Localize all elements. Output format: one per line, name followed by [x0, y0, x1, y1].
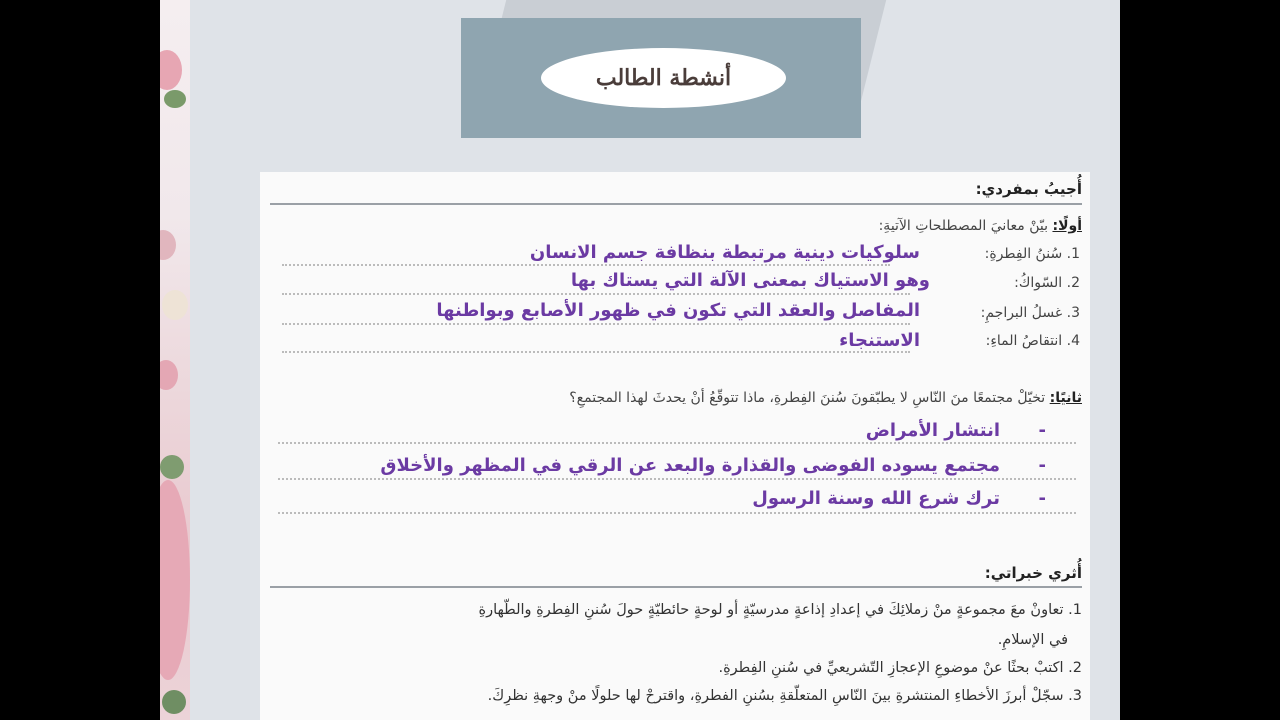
- answer-line: [278, 512, 1076, 514]
- effect-answer[interactable]: ترك شرع الله وسنة الرسول: [752, 488, 1000, 509]
- answer-line: [282, 293, 910, 295]
- part1-prompt-text: بيّنْ معانيَ المصطلحاتِ الآتيةِ:: [878, 218, 1049, 234]
- part2-label: ثانيًا:: [1049, 390, 1082, 406]
- effect-answer[interactable]: مجتمع يسوده الفوضى والقذارة والبعد عن الرقي في المظهر والأخلاق: [380, 455, 1000, 476]
- banner-label: [541, 48, 786, 108]
- effect-answer[interactable]: انتشار الأمراض: [865, 420, 1000, 441]
- banner-title: أنشطة الطالب: [595, 65, 732, 91]
- floral-border: [160, 0, 190, 720]
- answer-dash: -: [1038, 455, 1046, 476]
- term-label: سُننُ الفِطرةِ:: [984, 246, 1063, 262]
- term-number: 2.: [1066, 275, 1080, 291]
- item-text: سجّلْ أبرزَ الأخطاءِ المنتشرةِ بينَ النّاسِ المتعلّقةِ بسُننِ الفطرةِ، واقترحْ لها حلولًا منْ وجهةِ نظرِكَ.: [487, 688, 1064, 704]
- part2-prompt-text: تخيّلْ مجتمعًا منَ النّاسِ لا يطبّقونَ سُننَ الفِطرةِ، ماذا تتوقّعُ أنْ يحدثَ لهذا المجتمعِ؟: [569, 390, 1046, 406]
- term-label: انتقاصُ الماءِ:: [985, 333, 1063, 349]
- item-number: 2.: [1068, 660, 1082, 676]
- answer-line: [282, 264, 890, 266]
- answer-line: [282, 323, 910, 325]
- term-number: 3.: [1066, 305, 1080, 321]
- term-answer[interactable]: وهو الاستياك بمعنى الآلة التي يستاك بها: [570, 270, 930, 291]
- term-item: [985, 246, 1080, 262]
- term-item: [1014, 275, 1080, 291]
- enrichment-item: [478, 602, 1082, 618]
- answer-dash: -: [1038, 420, 1046, 441]
- item-text-cont: في الإسلامِ.: [997, 632, 1068, 648]
- section2-heading: أُثري خبراتي:: [984, 564, 1082, 582]
- item-number: 3.: [1068, 688, 1082, 704]
- section1-heading: أُجيبُ بمفردي:: [975, 180, 1082, 198]
- term-number: 4.: [1066, 333, 1080, 349]
- section1-rule: [270, 203, 1082, 205]
- item-number: 1.: [1068, 602, 1082, 618]
- term-answer[interactable]: الاستنجاء: [839, 330, 920, 351]
- section2-rule: [270, 586, 1082, 588]
- answer-line: [282, 351, 910, 353]
- term-answer[interactable]: سلوكيات دينية مرتبطة بنظافة جسم الانسان: [529, 242, 920, 263]
- answer-line: [278, 442, 1076, 444]
- term-item: [981, 305, 1080, 321]
- item-text: تعاونْ معَ مجموعةٍ منْ زملائِكَ في إعدادِ إذاعةٍ مدرسيّةٍ أو لوحةٍ حائطيّةٍ حولَ سُننِ الفِطرةِ والطّهارةِ: [478, 602, 1064, 618]
- document-page: [160, 0, 1120, 720]
- term-number: 1.: [1066, 246, 1080, 262]
- term-item: [986, 333, 1080, 349]
- worksheet-card: [260, 172, 1090, 720]
- part1-prompt: [879, 218, 1082, 234]
- item-text: اكتبْ بحثًا عنْ موضوعِ الإعجازِ التّشريعيِّ في سُننِ الفِطرةِ.: [718, 660, 1064, 676]
- answer-dash: -: [1038, 488, 1046, 509]
- enrichment-item: [488, 688, 1082, 704]
- title-banner: [461, 18, 861, 138]
- enrichment-item: [718, 660, 1082, 676]
- answer-line: [278, 478, 1076, 480]
- term-answer[interactable]: المفاصل والعقد التي تكون في ظهور الأصابع وبواطنها: [436, 300, 920, 321]
- part1-label: أولًا:: [1052, 218, 1082, 234]
- term-label: غسلُ البراجمِ:: [980, 305, 1063, 321]
- part2-prompt: [569, 390, 1082, 406]
- term-label: السّواكُ:: [1014, 275, 1063, 291]
